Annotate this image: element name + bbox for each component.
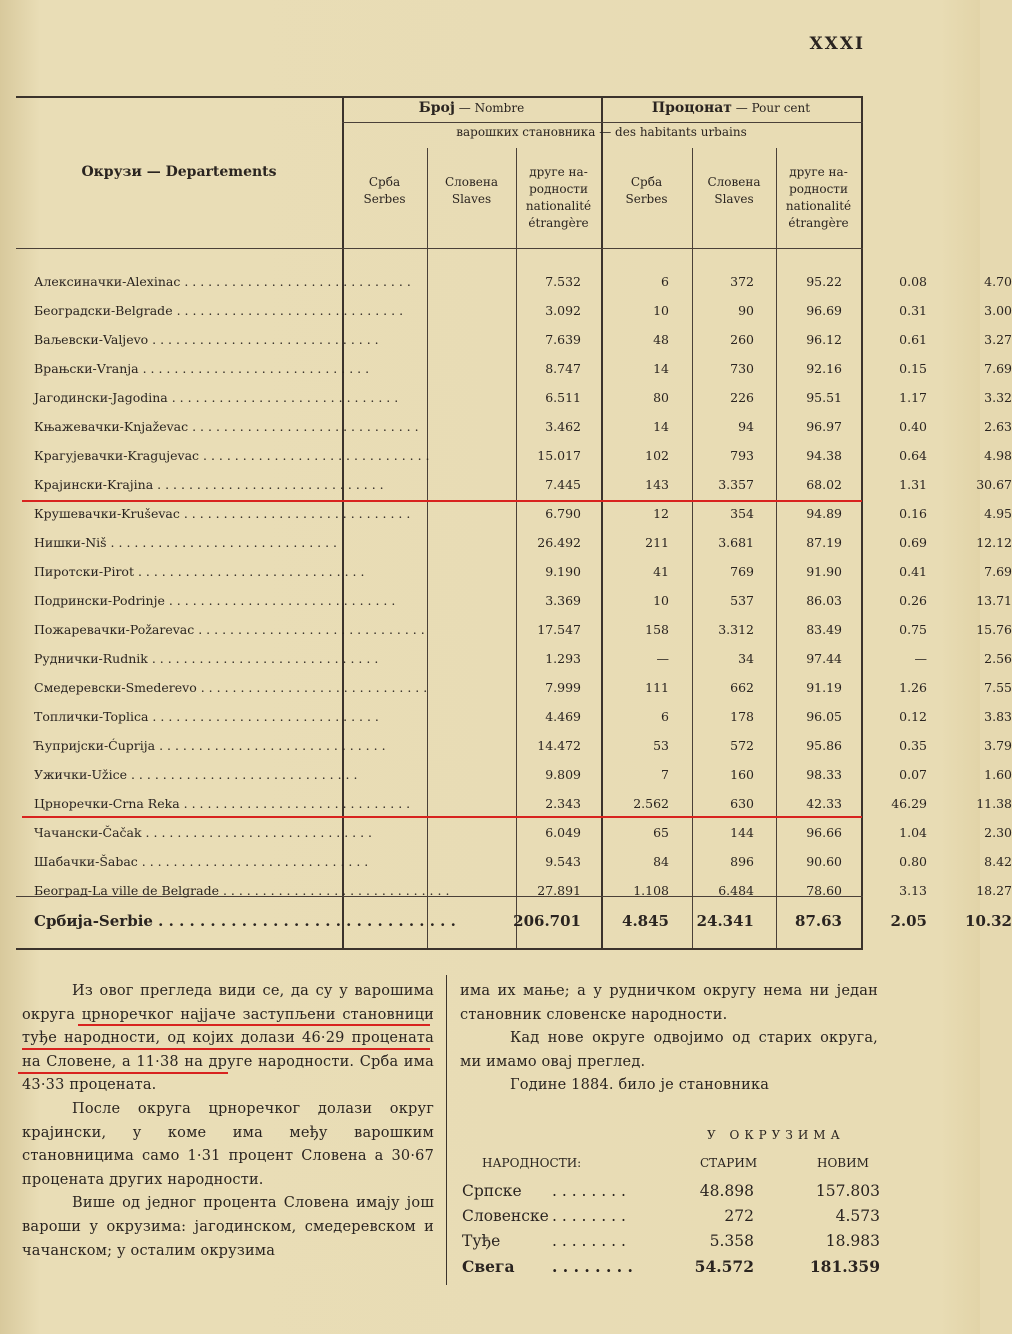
cell-n2: 12 <box>653 506 669 521</box>
leader-dots: . . . . . . . . . . . . . . . . . . . . . . . . . . . . . <box>147 651 379 666</box>
cell-p1: 83.49 <box>806 622 842 637</box>
cell-p2: 1.04 <box>899 825 927 840</box>
leader-dots: . . . . . . . . . . . . . . . . . . . . . . . . . . . . . <box>127 767 358 782</box>
header-group-number: Број — Nombre <box>418 100 525 116</box>
summary-row <box>462 1182 882 1207</box>
cell-n1: 2.343 <box>545 796 581 811</box>
cell-n2: 143 <box>645 477 669 492</box>
leader-dots: . . . . . . . . . . . . . . . . . . . . . . . . . . . . . <box>199 448 430 463</box>
cell-n3: 144 <box>730 825 754 840</box>
cell-p3: 12.12 <box>976 535 1012 550</box>
cell-n2: 84 <box>653 854 669 869</box>
cell-p1: 92.16 <box>806 361 842 376</box>
department-name: Чачански-Čačak <box>34 825 142 840</box>
cell-n1: 15.017 <box>537 448 581 463</box>
cell-p3: 3.00 <box>984 303 1012 318</box>
cell-n1: 8.747 <box>545 361 581 376</box>
cell-n3: 3.312 <box>718 622 754 637</box>
header-slavs-pct: Словена Slaves <box>707 175 761 206</box>
cell-p3: 4.70 <box>984 274 1012 289</box>
summary-label: Словенске <box>462 1207 549 1225</box>
department-name: Подрински-Podrinje <box>34 593 165 608</box>
paragraph-5: Кад нове округе одвојимо од старих округа, ми имамо овај преглед. <box>460 1030 878 1070</box>
cell-n3: 730 <box>730 361 754 376</box>
department-name: Пиротски-Pirot <box>34 564 134 579</box>
header-departements: Окрузи — Departements <box>81 164 277 180</box>
cell-n3: 90 <box>738 303 754 318</box>
cell-n1: 9.809 <box>545 767 581 782</box>
cell-n3: 896 <box>730 854 754 869</box>
paragraph-3: Више од једног процента Словена имају још вароши у окрузима: јагодинском, смедеревском и чачанском; у осталим окрузима <box>22 1195 434 1259</box>
red-underline-text-2 <box>22 1048 430 1050</box>
cell-p1: 96.69 <box>806 303 842 318</box>
cell-n1: 3.369 <box>545 593 581 608</box>
cell-p2: 0.31 <box>899 303 927 318</box>
cell-p2: 0.15 <box>899 361 927 376</box>
cell-p2: 0.40 <box>899 419 927 434</box>
leader-dots: . . . . . . . . <box>552 1182 626 1200</box>
cell-p3: 30.67 <box>976 477 1012 492</box>
department-name: Пожаревачки-Požarevac <box>34 622 195 637</box>
cell-n3: 572 <box>730 738 754 753</box>
cell-p2: 0.35 <box>899 738 927 753</box>
leader-dots: . . . . . . . . . . . . . . . . . . . . . . . . . . . . . <box>138 361 370 376</box>
leader-dots: . . . . . . . . . . . . . . . . . . . . . . . . . . . . . <box>172 303 404 318</box>
row-label <box>34 303 404 318</box>
leader-dots: . . . . . . . . <box>552 1232 626 1250</box>
cell-p2: 0.75 <box>899 622 927 637</box>
cell-p1: 68.02 <box>806 477 842 492</box>
cell-n2: 2.562 <box>633 796 669 811</box>
summary-new: 4.573 <box>835 1207 880 1225</box>
cell-p3: 2.63 <box>984 419 1012 434</box>
row-label <box>34 767 358 782</box>
cell-p3: 4.95 <box>984 506 1012 521</box>
cell-p1: 95.51 <box>806 390 842 405</box>
department-name: Врањски-Vranja <box>34 361 139 376</box>
cell-n2: 14 <box>653 419 669 434</box>
cell-p3: 2.56 <box>984 651 1012 666</box>
cell-p1: 42.33 <box>806 796 842 811</box>
cell-n1: 6.790 <box>545 506 581 521</box>
cell-n3: 630 <box>730 796 754 811</box>
department-name: Смедеревски-Smederevo <box>34 680 197 695</box>
header-serbs: Срба Serbes <box>363 175 406 206</box>
row-label <box>34 564 365 579</box>
cell-p3: 18.27 <box>976 883 1012 898</box>
cell-n3: 354 <box>730 506 754 521</box>
cell-p1: 94.38 <box>806 448 842 463</box>
cell-p3: 8.42 <box>984 854 1012 869</box>
cell-p3: 4.98 <box>984 448 1012 463</box>
cell-n2: 10 <box>653 593 669 608</box>
leader-dots: . . . . . . . . <box>552 1207 626 1225</box>
row-label <box>34 883 450 898</box>
department-name: Књажевачки-Knjaževac <box>34 419 189 434</box>
cell-n1: 7.639 <box>545 332 581 347</box>
cell-n3: 3.357 <box>718 477 754 492</box>
row-label <box>34 651 379 666</box>
cell-p2: 0.61 <box>899 332 927 347</box>
cell-p3: 10.32 <box>965 912 1012 930</box>
header-slavs: Словена Slaves <box>444 175 499 206</box>
paragraph-6: Године 1884. било је становника <box>510 1077 770 1094</box>
cell-n2: 4.845 <box>622 912 669 930</box>
cell-n2: 6 <box>661 709 669 724</box>
cell-p3: 3.27 <box>984 332 1012 347</box>
cell-n2: — <box>656 651 669 666</box>
cell-n1: 7.999 <box>545 680 581 695</box>
cell-p2: 0.08 <box>899 274 927 289</box>
cell-p2: 1.17 <box>899 390 927 405</box>
row-label <box>34 419 419 434</box>
cell-n2: 41 <box>653 564 669 579</box>
summary-new: 157.803 <box>815 1182 880 1200</box>
cell-n1: 26.492 <box>537 535 581 550</box>
row-label <box>34 796 411 811</box>
header-others-pct: друге на- родности nationalité étrangère <box>785 165 852 230</box>
cell-n3: 178 <box>730 709 754 724</box>
department-name: Крајински-Krajina <box>34 477 154 492</box>
cell-n3: 3.681 <box>718 535 754 550</box>
leader-dots: . . . . . . . . . . . . . . . . . . . . . . . . . . . . . <box>194 622 425 637</box>
leader-dots: . . . . . . . . . . . . . . . . . . . . . . . . . . . . . <box>148 709 379 724</box>
left-text-column <box>22 980 434 1263</box>
cell-n1: 9.543 <box>545 854 581 869</box>
department-name: Ћупријски-Ćuprija <box>34 738 156 753</box>
row-label <box>34 593 396 608</box>
row-label <box>34 361 370 376</box>
cell-n2: 80 <box>653 390 669 405</box>
department-name: Руднички-Rudnik <box>34 651 148 666</box>
department-name: Шабачки-Šabac <box>34 854 138 869</box>
paragraph-4: има их мање; а у рудничком округу нема ни један становник словенске народности. <box>460 983 878 1023</box>
summary-new: 18.983 <box>825 1232 880 1250</box>
cell-n1: 206.701 <box>513 912 581 930</box>
department-name: Београд-La ville de Belgrade <box>34 883 219 898</box>
cell-p3: 2.30 <box>984 825 1012 840</box>
summary-old: 48.898 <box>699 1182 754 1200</box>
row-label <box>34 535 346 550</box>
cell-n1: 3.092 <box>545 303 581 318</box>
cell-p3: 13.71 <box>976 593 1012 608</box>
cell-p3: 3.83 <box>984 709 1012 724</box>
cell-p2: 1.31 <box>899 477 927 492</box>
cell-n3: 34 <box>738 651 754 666</box>
paragraph-2: После округа црноречког долази округ крајински, у коме има међу варошким становницима само 1·31 процент Словена а 30·67 процената других народности. <box>22 1100 434 1188</box>
cell-n3: 537 <box>730 593 754 608</box>
cell-n3: 662 <box>730 680 754 695</box>
cell-p1: 87.63 <box>795 912 842 930</box>
cell-p1: 96.05 <box>806 709 842 724</box>
cell-p1: 96.97 <box>806 419 842 434</box>
cell-p2: 0.12 <box>899 709 927 724</box>
cell-n2: 10 <box>653 303 669 318</box>
cell-n1: 17.547 <box>537 622 581 637</box>
leader-dots: . . . . . . . . . . . . . . . . . . . . . . . . . . . . . <box>137 854 369 869</box>
leader-dots: . . . . . . . . . . . . . . . . . . . . . . . . . . . . . <box>155 738 386 753</box>
cell-p1: 90.60 <box>806 854 842 869</box>
cell-n3: 793 <box>730 448 754 463</box>
cell-n1: 6.049 <box>545 825 581 840</box>
cell-n2: 158 <box>645 622 669 637</box>
summary-old: 5.358 <box>709 1232 754 1250</box>
cell-n1: 27.891 <box>537 883 581 898</box>
cell-p1: 91.90 <box>806 564 842 579</box>
cell-n1: 14.472 <box>537 738 581 753</box>
cell-n2: 102 <box>645 448 669 463</box>
row-label <box>34 738 386 753</box>
cell-n2: 14 <box>653 361 669 376</box>
cell-p2: 2.05 <box>890 912 927 930</box>
leader-dots: . . . . . . . . . . . . . . . . . . . . . . . . . . . . . <box>106 535 338 550</box>
department-name: Крушевачки-Kruševac <box>34 506 180 521</box>
paragraph-1: Из овог прегледа види се, да су у варошима округа црноречког најјаче заступљени становници туђе народности, од којих долази 46·29 процената на Словене, а 11·38 на друге народности. Срба има 43·33 процената. <box>22 983 434 1094</box>
statistics-table <box>16 96 1012 950</box>
cell-p1: 91.19 <box>806 680 842 695</box>
cell-n2: 211 <box>645 535 669 550</box>
cell-p2: 0.69 <box>899 535 927 550</box>
leader-dots: . . . . . . . . . . . . . . . . . . . . . . . . . . . . . <box>133 564 365 579</box>
leader-dots: . . . . . . . . . . . . . . . . . . . . . . . . . . . . . <box>196 680 428 695</box>
cell-p2: 46.29 <box>891 796 927 811</box>
row-label <box>34 709 379 724</box>
row-label <box>34 854 369 869</box>
cell-n3: 226 <box>730 390 754 405</box>
cell-n3: 769 <box>730 564 754 579</box>
cell-p2: 0.16 <box>899 506 927 521</box>
cell-n3: 260 <box>730 332 754 347</box>
cell-n2: 65 <box>653 825 669 840</box>
header-serbs-pct: Срба Serbes <box>625 175 668 206</box>
department-name: Крагујевачки-Kragujevac <box>34 448 200 463</box>
cell-p1: 87.19 <box>806 535 842 550</box>
cell-p1: 97.44 <box>806 651 842 666</box>
row-label <box>34 390 399 405</box>
header-group-percent: Процонат — Pour cent <box>651 100 811 116</box>
cell-p1: 98.33 <box>806 767 842 782</box>
department-name: Београдски-Belgrade <box>34 303 173 318</box>
cell-p2: 3.13 <box>899 883 927 898</box>
summary-col-new: НОВИМ <box>817 1156 869 1170</box>
leader-dots: . . . . . . . . . . . . . . . . . . . . . . . . . . . . . <box>180 274 411 289</box>
summary-row <box>462 1232 882 1257</box>
cell-n3: 94 <box>738 419 754 434</box>
cell-n1: 6.511 <box>545 390 581 405</box>
red-underline-crna-reka <box>22 816 862 818</box>
cell-p2: 0.26 <box>899 593 927 608</box>
cell-n1: 4.469 <box>545 709 581 724</box>
department-name: Црноречки-Crna Reka <box>34 796 180 811</box>
cell-p3: 7.69 <box>984 564 1012 579</box>
summary-old: 54.572 <box>694 1257 754 1276</box>
summary-total-row <box>462 1257 882 1282</box>
row-label <box>34 912 456 930</box>
cell-n1: 1.293 <box>545 651 581 666</box>
summary-label: Свега <box>462 1257 515 1276</box>
leader-dots: . . . . . . . . . . . . . . . . . . . . . . . . . . . . . <box>179 796 411 811</box>
summary-label: Српске <box>462 1182 522 1200</box>
leader-dots: . . . . . . . . . . . . . . . . . . . . . . . . . . . . . <box>179 506 411 521</box>
leader-dots: . . . . . . . . . . . . . . . . . . . . . . . . . . . . . <box>152 912 456 930</box>
cell-p3: 7.55 <box>984 680 1012 695</box>
cell-n3: 24.341 <box>696 912 754 930</box>
cell-n2: 53 <box>653 738 669 753</box>
row-label <box>34 506 411 521</box>
cell-p3: 3.79 <box>984 738 1012 753</box>
cell-p3: 1.60 <box>984 767 1012 782</box>
cell-p3: 3.32 <box>984 390 1012 405</box>
leader-dots: . . . . . . . . . . . . . . . . . . . . . . . . . . . . . <box>153 477 384 492</box>
leader-dots: . . . . . . . . . . . . . . . . . . . . . . . . . . . . . <box>167 390 399 405</box>
department-name: Алексиначки-Alexinac <box>34 274 181 289</box>
cell-p1: 78.60 <box>806 883 842 898</box>
department-name: Ваљевски-Valjevo <box>34 332 149 347</box>
cell-n3: 160 <box>730 767 754 782</box>
leader-dots: . . . . . . . . . . . . . . . . . . . . . . . . . . . . . <box>164 593 396 608</box>
cell-p1: 94.89 <box>806 506 842 521</box>
cell-n2: 111 <box>645 680 669 695</box>
cell-p2: 1.26 <box>899 680 927 695</box>
summary-new: 181.359 <box>809 1257 880 1276</box>
cell-p2: — <box>914 651 927 666</box>
row-label <box>34 680 428 695</box>
department-name: Топлички-Toplica <box>34 709 149 724</box>
cell-n2: 6 <box>661 274 669 289</box>
summary-label: Туђе <box>462 1232 501 1250</box>
cell-p1: 95.86 <box>806 738 842 753</box>
row-label <box>34 448 430 463</box>
row-label <box>34 477 384 492</box>
cell-p1: 95.22 <box>806 274 842 289</box>
cell-p2: 0.64 <box>899 448 927 463</box>
summary-row <box>462 1207 882 1232</box>
right-text-column <box>460 980 878 1098</box>
red-underline-text-1 <box>78 1024 430 1026</box>
red-underline-text-3 <box>18 1072 228 1074</box>
cell-p1: 96.66 <box>806 825 842 840</box>
leader-dots: . . . . . . . . <box>552 1257 633 1276</box>
cell-p1: 86.03 <box>806 593 842 608</box>
department-name: Ужички-Užice <box>34 767 128 782</box>
cell-n1: 7.532 <box>545 274 581 289</box>
summary-col-label: НАРОДНОСТИ: <box>482 1156 582 1170</box>
department-name: Србија-Serbie <box>34 912 153 930</box>
header-others: друге на- родности nationalité étrangère <box>525 165 592 230</box>
row-label <box>34 274 411 289</box>
column-separator <box>446 975 447 1285</box>
row-label <box>34 622 425 637</box>
cell-n1: 3.462 <box>545 419 581 434</box>
row-label <box>34 825 373 840</box>
leader-dots: . . . . . . . . . . . . . . . . . . . . . . . . . . . . . <box>141 825 373 840</box>
cell-n3: 372 <box>730 274 754 289</box>
cell-n1: 7.445 <box>545 477 581 492</box>
cell-n1: 9.190 <box>545 564 581 579</box>
cell-p3: 7.69 <box>984 361 1012 376</box>
leader-dots: . . . . . . . . . . . . . . . . . . . . . . . . . . . . . <box>188 419 419 434</box>
cell-p3: 11.38 <box>976 796 1012 811</box>
summary-group-header: У ОКРУЗИМА <box>707 1128 845 1142</box>
red-underline-krajina <box>22 500 862 502</box>
row-label <box>34 332 379 347</box>
cell-n3: 6.484 <box>718 883 754 898</box>
cell-p2: 0.07 <box>899 767 927 782</box>
summary-old: 272 <box>724 1207 754 1225</box>
cell-n2: 1.108 <box>633 883 669 898</box>
page-number: XXXI <box>809 34 865 54</box>
leader-dots: . . . . . . . . . . . . . . . . . . . . . . . . . . . . . <box>218 883 450 898</box>
header-urban: варошких становника — des habitants urbains <box>456 125 747 139</box>
cell-n2: 48 <box>653 332 669 347</box>
cell-p3: 15.76 <box>976 622 1012 637</box>
cell-p2: 0.41 <box>899 564 927 579</box>
department-name: Нишки-Niš <box>34 535 107 550</box>
cell-n2: 7 <box>661 767 669 782</box>
summary-col-old: СТАРИМ <box>700 1156 758 1170</box>
cell-p1: 96.12 <box>806 332 842 347</box>
leader-dots: . . . . . . . . . . . . . . . . . . . . . . . . . . . . . <box>148 332 379 347</box>
cell-p2: 0.80 <box>899 854 927 869</box>
department-name: Јагодински-Jagodina <box>34 390 168 405</box>
